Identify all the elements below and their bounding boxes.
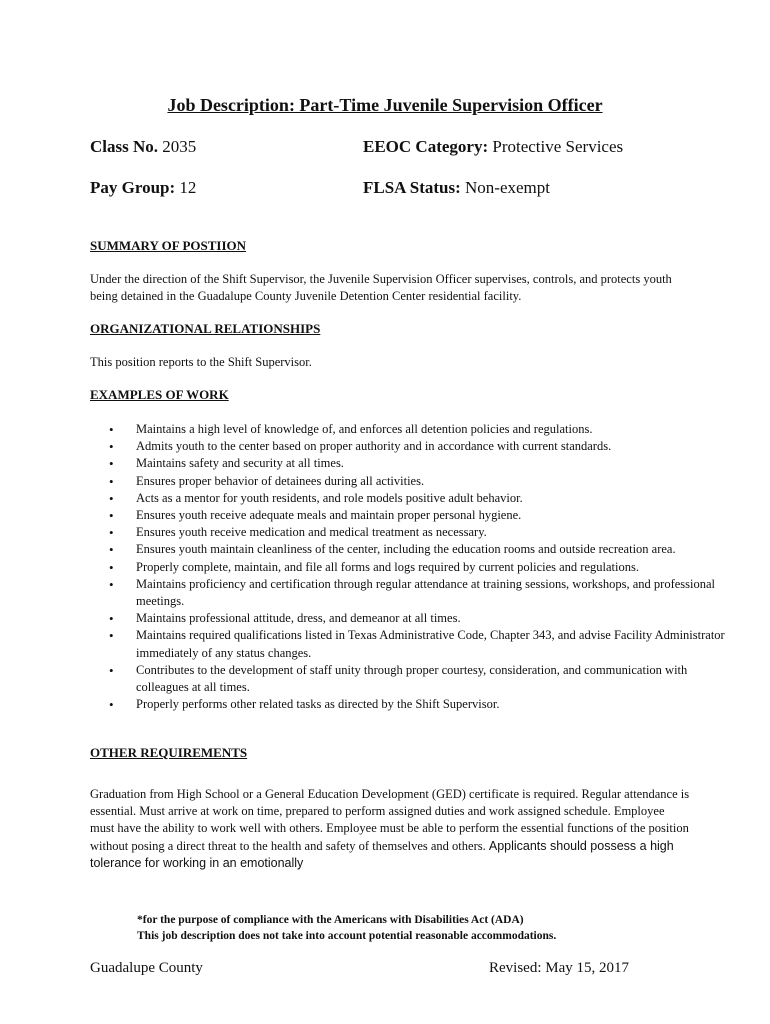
other-requirements-text [90, 786, 690, 872]
footer-revised-date: Revised: May 15, 2017 [489, 960, 629, 976]
summary-text: Under the direction of the Shift Supervisor, the Juvenile Supervision Officer supervises, controls, and protects youth being detained in the Guadalupe County Juvenile Detention Center residential facility. [90, 272, 672, 303]
examples-of-work-list [90, 421, 736, 713]
flsa-status-value: Non-exempt [465, 178, 551, 197]
list-item: • Maintains professional attitude, dress, and demeanor at all times. [136, 610, 736, 627]
list-item: • Acts as a mentor for youth residents, and role models positive adult behavior. [136, 490, 736, 507]
examples-of-work-heading: EXAMPLES OF WORK [90, 387, 229, 402]
footnote-line-2: This job description does not take into account potential reasonable accommodations. [137, 930, 557, 942]
pay-group-field [90, 178, 196, 198]
list-item: • Ensures youth maintain cleanliness of the center, including the education rooms and outside recreation area. [136, 541, 736, 558]
class-number-value: 2035 [162, 137, 197, 156]
list-item: • Properly complete, maintain, and file all forms and logs required by current policies and regulations. [136, 559, 736, 576]
eeoc-category-value: Protective Services [492, 137, 624, 156]
footer-county: Guadalupe County [90, 960, 203, 976]
list-item: • Properly performs other related tasks as directed by the Shift Supervisor. [136, 696, 736, 713]
list-item: • Maintains a high level of knowledge of, and enforces all detention policies and regulations. [136, 421, 736, 438]
page-title: Job Description: Part-Time Juvenile Supervision Officer [167, 95, 603, 115]
list-item: • Maintains required qualifications listed in Texas Administrative Code, Chapter 343, and advise Facility Administrator immediately of any status changes. [136, 627, 736, 661]
list-item: • Ensures youth receive adequate meals and maintain proper personal hygiene. [136, 507, 736, 524]
list-item: • Ensures youth receive medication and medical treatment as necessary. [136, 524, 736, 541]
list-item: • Ensures proper behavior of detainees during all activities. [136, 473, 736, 490]
other-requirements-heading: OTHER REQUIREMENTS [90, 745, 248, 760]
other-requirements-tail: Applicants should possess a high tolerance for working in an emotionally [90, 838, 674, 870]
list-item: • Maintains safety and security at all times. [136, 455, 736, 472]
list-item: • Contributes to the development of staff unity through proper courtesy, consideration, and communication with colleagues at all times. [136, 662, 736, 696]
pay-group-value: 12 [179, 178, 197, 197]
pay-group-label: Pay Group: [90, 178, 176, 197]
flsa-status-field [363, 178, 550, 198]
flsa-status-label: FLSA Status: [363, 178, 461, 197]
class-number-label: Class No. [90, 137, 159, 156]
eeoc-category-field [363, 137, 623, 157]
class-number-field [90, 137, 196, 157]
summary-heading: SUMMARY OF POSTIION [90, 238, 247, 253]
footnote-line-1: *for the purpose of compliance with the Americans with Disabilities Act (ADA) [137, 914, 524, 926]
org-relationships-heading: ORGANIZATIONAL RELATIONSHIPS [90, 321, 321, 336]
eeoc-category-label: EEOC Category: [363, 137, 489, 156]
list-item: • Admits youth to the center based on proper authority and in accordance with current standards. [136, 438, 736, 455]
ada-footnote [137, 912, 556, 944]
other-requirements-body: Graduation from High School or a General Education Development (GED) certificate is required. Regular attendance is essential. Must arrive at work on time, prepared to perform assigned duties and work assigned schedule. Employee must have the ability to work well with others. Employee must be able to perform the essential functions of the position without posing a direct threat to the health and safety of themselves and others. [90, 787, 690, 853]
list-item: • Maintains proficiency and certification through regular attendance at training sessions, workshops, and professional meetings. [136, 576, 736, 610]
org-relationships-text: This position reports to the Shift Supervisor. [90, 355, 312, 369]
